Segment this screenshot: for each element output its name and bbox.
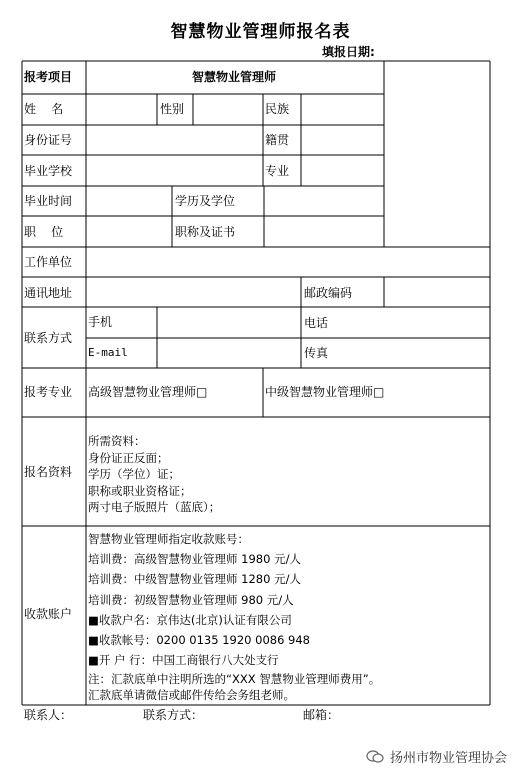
account-details	[88, 529, 310, 670]
postcode-label: 邮政编码	[304, 286, 353, 300]
wechat-icon	[366, 750, 384, 764]
materials-list	[88, 433, 220, 516]
mobile-label: 手机	[88, 315, 113, 329]
materials-line: 两寸电子版照片（蓝底）；	[88, 500, 221, 514]
fill-date-label: 填报日期:	[322, 45, 375, 59]
account-line: 培训费：中级智慧物业管理师 1280 元/人	[88, 572, 301, 587]
materials-line: 职称或职业资格证；	[88, 483, 192, 498]
title-cert-label: 职称及证书	[175, 225, 236, 239]
account-line: 培训费：初级智慧物业管理师 980 元/人	[88, 592, 294, 607]
gender-label: 性别	[160, 102, 185, 116]
contact-label: 联系方式	[24, 331, 73, 345]
id-number-label: 身份证号	[24, 133, 73, 147]
exam-item-label: 报考项目	[24, 70, 73, 84]
watermark	[366, 747, 507, 766]
account-line: 培训费：高级智慧物业管理师 1980 元/人	[88, 552, 301, 567]
materials-line: 所需资料：	[88, 434, 146, 448]
form-title: 智慧物业管理师报名表	[170, 22, 351, 42]
account-line: ■收款帐号：0200 0135 1920 0086 948	[88, 633, 311, 648]
exam-item-value: 智慧物业管理师	[192, 70, 277, 84]
hometown-label: 籍贯	[265, 133, 290, 147]
payment-notes	[88, 671, 380, 703]
email-label: E-mail	[88, 346, 128, 359]
fax-label: 传真	[304, 346, 329, 360]
note-line: 注：汇款底单中注明所选的“XXX 智慧物业管理师费用”。	[88, 672, 381, 686]
note-line: 汇款底单请微信或邮件传给会务组老师。	[88, 688, 295, 702]
footer-contact-person: 联系人：	[24, 708, 73, 722]
materials-label: 报名资料	[24, 465, 73, 479]
materials-line: 身份证正反面；	[88, 450, 169, 465]
materials-line: 学历（学位）证；	[88, 467, 180, 481]
account-line: ■开 户 行：中国工商银行八大处支行	[88, 653, 279, 668]
watermark-text: 扬州市物业管理协会	[390, 751, 508, 766]
footer-email: 邮箱：	[303, 708, 340, 722]
degree-label: 学历及学位	[175, 194, 236, 208]
graduation-time-label: 毕业时间	[24, 194, 73, 208]
ethnicity-label: 民族	[265, 102, 290, 116]
school-label: 毕业学校	[24, 164, 73, 178]
position-label: 职 位	[24, 225, 64, 239]
senior-option[interactable]: 高级智慧物业管理师□	[88, 385, 208, 399]
account-line: 智慧物业管理师指定收款账号：	[88, 532, 249, 546]
footer-contact-method: 联系方式：	[143, 708, 204, 722]
account-line: ■收款户名：京伟达(北京)认证有限公司	[88, 612, 292, 627]
phone-label: 电话	[304, 316, 329, 330]
account-label: 收款账户	[24, 607, 73, 621]
major-label: 专业	[265, 164, 290, 178]
address-label: 通讯地址	[24, 286, 73, 300]
middle-option[interactable]: 中级智慧物业管理师□	[265, 385, 385, 399]
name-label: 姓 名	[24, 102, 64, 116]
major-apply-label: 报考专业	[24, 385, 73, 399]
workplace-label: 工作单位	[24, 255, 73, 269]
